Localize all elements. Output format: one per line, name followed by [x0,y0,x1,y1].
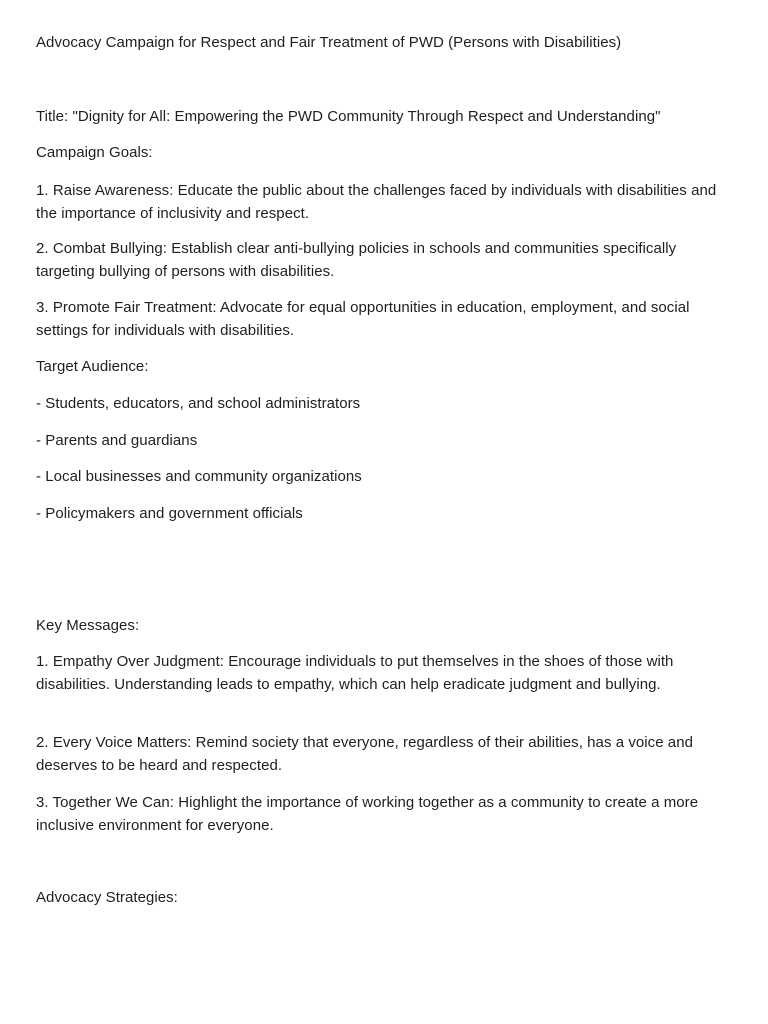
target-audience-heading: Target Audience: [36,358,149,375]
campaign-goals-heading: Campaign Goals: [36,144,153,161]
campaign-goal-item: 1. Raise Awareness: Educate the public about the challenges faced by individuals with disabilities and the importance of inclusivity and respect. [36,182,717,222]
key-messages-heading: Key Messages: [36,617,140,634]
key-message-item: 3. Together We Can: Highlight the importance of working together as a community to create a more inclusive environment for everyone. [36,794,699,834]
target-audience-item: - Policymakers and government officials [36,505,303,522]
key-message-item: 2. Every Voice Matters: Remind society that everyone, regardless of their abilities, has a voice and deserves to be heard and respected. [36,734,693,774]
campaign-goal-item: 2. Combat Bullying: Establish clear anti-bullying policies in schools and communities specifically targeting bullying of persons with disabilities. [36,240,677,280]
document-heading: Advocacy Campaign for Respect and Fair Treatment of PWD (Persons with Disabilities) [36,34,622,51]
campaign-title: Title: "Dignity for All: Empowering the PWD Community Through Respect and Understanding" [36,108,661,125]
target-audience-item: - Parents and guardians [36,432,198,449]
advocacy-strategies-heading: Advocacy Strategies: [36,889,178,906]
key-message-item: 1. Empathy Over Judgment: Encourage individuals to put themselves in the shoes of those with disabilities. Understanding leads to empathy, which can help eradicate judgment and bullying. [36,653,674,693]
campaign-goal-item: 3. Promote Fair Treatment: Advocate for equal opportunities in education, employment, and social settings for individuals with disabilities. [36,299,690,339]
target-audience-item: - Students, educators, and school administrators [36,395,361,412]
target-audience-item: - Local businesses and community organizations [36,468,362,485]
